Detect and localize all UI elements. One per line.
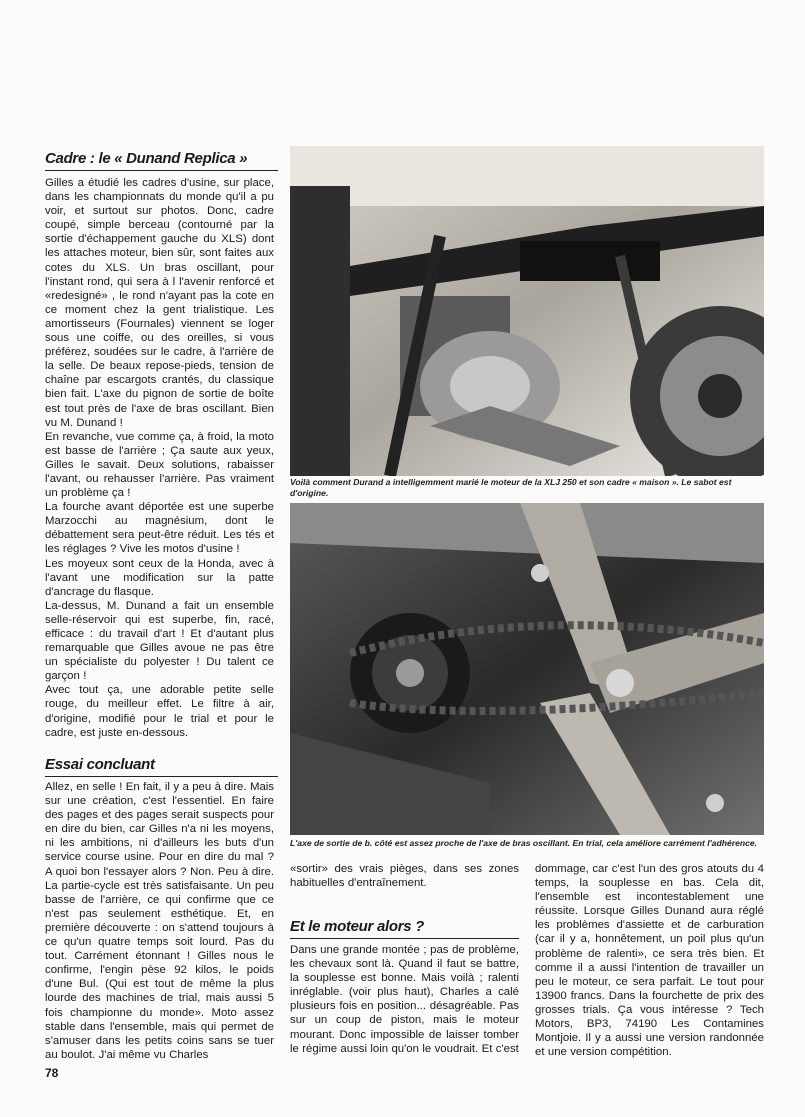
moteur-continuation xyxy=(535,862,764,1059)
section-title-essai: Essai concluant xyxy=(45,756,278,777)
essai-continuation xyxy=(290,862,519,890)
essai-paragraph: Allez, en selle ! En fait, il y a peu à dire. Mais sur une création, c'est l'essentiel. En faire des pages et des pages serait suspects pour en dire du bien, car Gilles n'a ni les moyens, ni les ambitions, ni d'ailleurs les buts d'un service course usine. Pour en dire du mal ? A quoi bon l'essayer alors ? Non. Peu à dire. La partie-cycle est très satisfaisante. Un peu basse de l'arrière, ce qui confirme que ce n'est pas seulement esthétique. Et, en première découverte : on s'attend toujours à ce qu'un quatre temps soit lourd. Pas du tout. Carrément étonnant ! Gilles nous le confirme, l'engin pèse 92 kilos, le poids d'une Bul. (Qui est tout de même la plus lourde des machines de trial, mais aussi 5 fois championne du monde». Moto assez stable dans l'ensemble, mais qui permet de s'amuser dans les petits coins sans se tuer au boulot. J'ai même vu Charles xyxy=(45,781,274,1061)
engine-photo-illustration xyxy=(290,146,764,476)
cadre-body xyxy=(45,176,274,740)
cadre-paragraph: Avec tout ça, une adorable petite selle rouge, du meilleur effet. Le filtre à air, d'origine, modifié pour le trial et pour le cadre, est juste en-dessous. xyxy=(45,684,274,739)
photo-frame-closeup xyxy=(290,503,764,835)
frame-photo-illustration xyxy=(290,503,764,835)
moteur-paragraph: Dans une grande montée ; pas de problème, les chevaux sont là. Quand il faut se battre, la souplesse est bonne. Mais voilà ; ralenti inréglable. (voir plus haut), Charles a calé plusieurs fois en position... désagréable. Pas sur un coup de piston, mais le moteur mourant. Donc impossible de laisser tomber le régime aussi loin qu'on le voudrait. Et c'est xyxy=(290,944,519,1055)
cadre-paragraph: En revanche, vue comme ça, à froid, la moto est basse de l'arrière ; Ça saute aux yeux, Gilles le savait. Deux solutions, rabaisser l'avant, ou rehausser l'arrière. Pas vraiment un problème ça ! xyxy=(45,430,274,500)
cadre-paragraph: La fourche avant déportée est une superbe Marzocchi au magnésium, dont le débattement sera peut-être réduit. Les tés et les réglages ? Vive les motos d'usine ! xyxy=(45,501,274,556)
cadre-paragraph: La-dessus, M. Dunand a fait un ensemble selle-réservoir qui est superbe, fin, racé, efficace : du travail d'art ! Et d'autant plus remarquable que Gilles avoue ne pas être un spécialiste du polyester ! Du talent ce garçon ! xyxy=(45,599,274,683)
photo-motorcycle-engine xyxy=(290,146,764,476)
moteur-continuation-paragraph: dommage, car c'est l'un des gros atouts du 4 temps, la souplesse en bas. Cela dit, l'ensemble est incontestablement une réussite. Lorsque Gilles Dunand aura réglé les problèmes d'assiette et de carburation (car il y a, honnêtement, un poil plus qu'un problème de ralenti», ce sera très bien. Et comme il a aussi l'intention de travailler un peu le moteur, ce sera parfait. Le tout pour 13900 francs. Dans la fourchette de prix des grosses trials. Ça vous intéresse ? Tech Motors, BP3, 74190 Les Contamines Montjoie. Il y a aussi une version randonnée et une version compétition. xyxy=(535,863,764,1059)
cadre-paragraph: Gilles a étudié les cadres d'usine, sur place, dans les championnats du monde qu'il a pu voir, et surtout sur photos. Donc, cadre coupé, simple berceau (contourné par la sortie d'échappement gauche du XLS) dont les attaches moteur, bien sûr, sont faites aux cotes du XLS. Un bras oscillant, pour l'instant rond, qui sera à l l'avenir renforcé et «redesigné» , le rond n'ayant pas la cote en ce moment chez la gent trialistique. Les amortisseurs (Fournales) viennent se loger sous une coiffe, ou des oreilles, si vous préférez, soudées sur le cadre, à l'arrière de la selle. De beaux repose-pieds, tension de chaîne par escargots crantés, du classique bien fait. L'axe du pignon de sortie de boîte est tout près de l'axe de bras oscillant. Bien vu M. Dunand ! xyxy=(45,177,274,429)
essai-continuation-paragraph: «sortir» des vrais pièges, dans ses zones habituelles d'entraînement. xyxy=(290,863,519,890)
photo-caption-top: Voilà comment Durand a intelligemment marié le moteur de la XLJ 250 et son cadre « maison ». Le sabot est d'origine. xyxy=(290,477,732,498)
section-title-moteur: Et le moteur alors ? xyxy=(290,918,519,939)
page-number: 78 xyxy=(45,1066,59,1080)
section-title-cadre: Cadre : le « Dunand Replica » xyxy=(45,150,278,171)
cadre-paragraph: Les moyeux sont ceux de la Honda, avec à l'avant une modification sur la patte d'ancrage du flasque. xyxy=(45,557,274,598)
photo-caption-bottom: L'axe de sortie de b. côté est assez proche de l'axe de bras oscillant. En trial, cela améliore carrément l'adhérence. xyxy=(290,838,758,848)
moteur-body xyxy=(290,943,519,1056)
essai-body xyxy=(45,780,274,1062)
